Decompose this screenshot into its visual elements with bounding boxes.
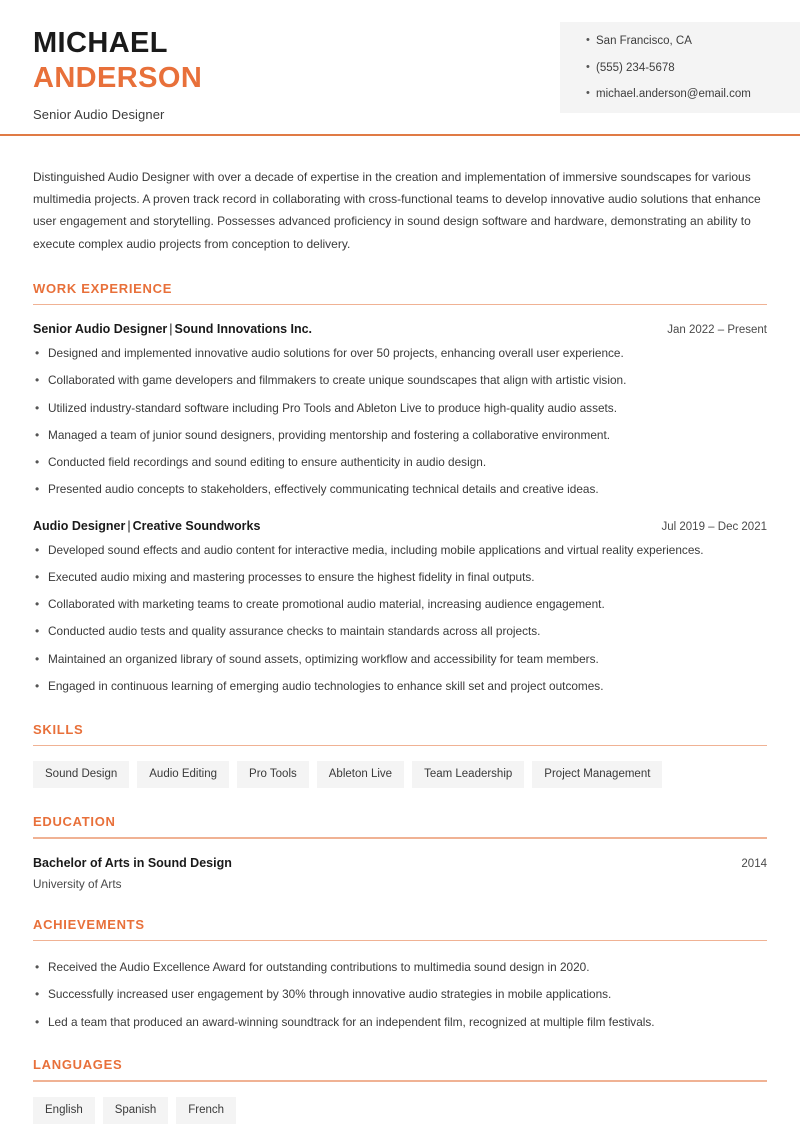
last-name: ANDERSON xyxy=(33,62,203,95)
experience-separator: | xyxy=(169,322,173,337)
experience-entry xyxy=(33,519,767,696)
contact-email: • michael.anderson@email.com xyxy=(586,89,800,101)
experience-bullet: • Engaged in continuous learning of emerging audio technologies to enhance skill set and project outcomes. xyxy=(33,678,767,696)
achievements-list xyxy=(33,959,767,1031)
professional-summary: Distinguished Audio Designer with over a decade of expertise in the creation and implementation of immersive soundscapes for various multimedia projects. A proven track record in collaborating with cross-functional teams to develop innovative audio solutions that enhance user engagement and storytelling. Possesses advanced proficiency in sound design software and hardware, demonstrating an ability to execute complex audio projects from conception to delivery. xyxy=(33,170,761,251)
experience-title-line xyxy=(33,322,312,336)
experience-bullet: • Managed a team of junior sound designers, providing mentorship and fostering a collaborative environment. xyxy=(33,427,767,445)
experience-bullet: • Conducted audio tests and quality assurance checks to maintain standards across all projects. xyxy=(33,623,767,641)
contact-location: • San Francisco, CA xyxy=(586,36,800,48)
education-entry-header xyxy=(33,856,767,870)
section-title-skills: SKILLS xyxy=(33,721,84,737)
skill-chip: Pro Tools xyxy=(237,761,309,788)
experience-bullet: • Executed audio mixing and mastering processes to ensure the highest fidelity in final outputs. xyxy=(33,569,767,587)
experience-bullets xyxy=(33,345,767,499)
section-title-languages: LANGUAGES xyxy=(33,1057,123,1073)
headline-job-title: Senior Audio Designer xyxy=(33,106,165,122)
section-divider-languages xyxy=(33,1080,767,1082)
experience-date: Jul 2019 – Dec 2021 xyxy=(661,520,767,533)
section-skills xyxy=(33,722,767,789)
experience-company: Creative Soundworks xyxy=(132,518,261,533)
experience-date: Jan 2022 – Present xyxy=(667,324,767,337)
experience-bullet: • Designed and implemented innovative audio solutions for over 50 projects, enhancing overall user experience. xyxy=(33,345,767,363)
resume-content xyxy=(0,166,800,1124)
skills-chip-list xyxy=(33,761,767,788)
education-degree: Bachelor of Arts in Sound Design xyxy=(33,855,232,870)
section-achievements xyxy=(33,917,767,1032)
achievement-bullet: • Led a team that produced an award-winning soundtrack for an independent film, recognized at multiple film festivals. xyxy=(33,1014,767,1032)
header-divider xyxy=(0,134,800,136)
section-title-education: EDUCATION xyxy=(33,814,116,830)
section-divider-education xyxy=(33,837,767,839)
skill-chip: Team Leadership xyxy=(412,761,524,788)
section-divider-skills xyxy=(33,745,767,747)
skill-chip: Project Management xyxy=(532,761,662,788)
skill-chip: Sound Design xyxy=(33,761,129,788)
first-name: MICHAEL xyxy=(33,27,168,59)
education-year: 2014 xyxy=(741,857,767,870)
section-title-work-experience: WORK EXPERIENCE xyxy=(33,280,173,296)
language-chip: English xyxy=(33,1097,95,1124)
achievement-bullet: • Successfully increased user engagement by 30% through innovative audio strategies in mobile applications. xyxy=(33,986,767,1004)
section-title-achievements: ACHIEVEMENTS xyxy=(33,916,145,932)
experience-bullet: • Collaborated with marketing teams to create promotional audio material, increasing audience engagement. xyxy=(33,596,767,614)
resume-header xyxy=(0,0,800,136)
skill-chip: Audio Editing xyxy=(137,761,229,788)
section-divider-achievements xyxy=(33,940,767,942)
experience-entry-header xyxy=(33,322,767,336)
section-divider-work-experience xyxy=(33,304,767,306)
languages-chip-list xyxy=(33,1097,767,1124)
name-block xyxy=(33,26,202,122)
experience-separator: | xyxy=(127,518,131,533)
section-work-experience xyxy=(33,281,767,696)
experience-bullet: • Developed sound effects and audio content for interactive media, including mobile applications and virtual reality experiences. xyxy=(33,542,767,560)
experience-entry xyxy=(33,322,767,499)
experience-bullet: • Maintained an organized library of sound assets, optimizing workflow and accessibility for team members. xyxy=(33,651,767,669)
experience-bullet: • Utilized industry-standard software including Pro Tools and Ableton Live to produce high-quality audio assets. xyxy=(33,400,767,418)
experience-bullet: • Presented audio concepts to stakeholders, effectively communicating technical details and creative ideas. xyxy=(33,481,767,499)
experience-bullet: • Conducted field recordings and sound editing to ensure authenticity in audio design. xyxy=(33,454,767,472)
experience-title-line xyxy=(33,519,260,533)
education-school: University of Arts xyxy=(33,876,122,891)
experience-company: Sound Innovations Inc. xyxy=(174,322,313,337)
contact-phone: • (555) 234-5678 xyxy=(586,63,800,75)
language-chip: French xyxy=(176,1097,236,1124)
section-education xyxy=(33,814,767,891)
contact-info-box xyxy=(560,22,800,113)
section-languages xyxy=(33,1057,767,1124)
skill-chip: Ableton Live xyxy=(317,761,404,788)
language-chip: Spanish xyxy=(103,1097,169,1124)
experience-role: Audio Designer xyxy=(33,518,126,533)
experience-role: Senior Audio Designer xyxy=(33,322,168,337)
experience-bullet: • Collaborated with game developers and filmmakers to create unique soundscapes that align with artistic vision. xyxy=(33,372,767,390)
achievement-bullet: • Received the Audio Excellence Award for outstanding contributions to multimedia sound design in 2020. xyxy=(33,959,767,977)
experience-bullets xyxy=(33,542,767,696)
experience-entry-header xyxy=(33,519,767,533)
